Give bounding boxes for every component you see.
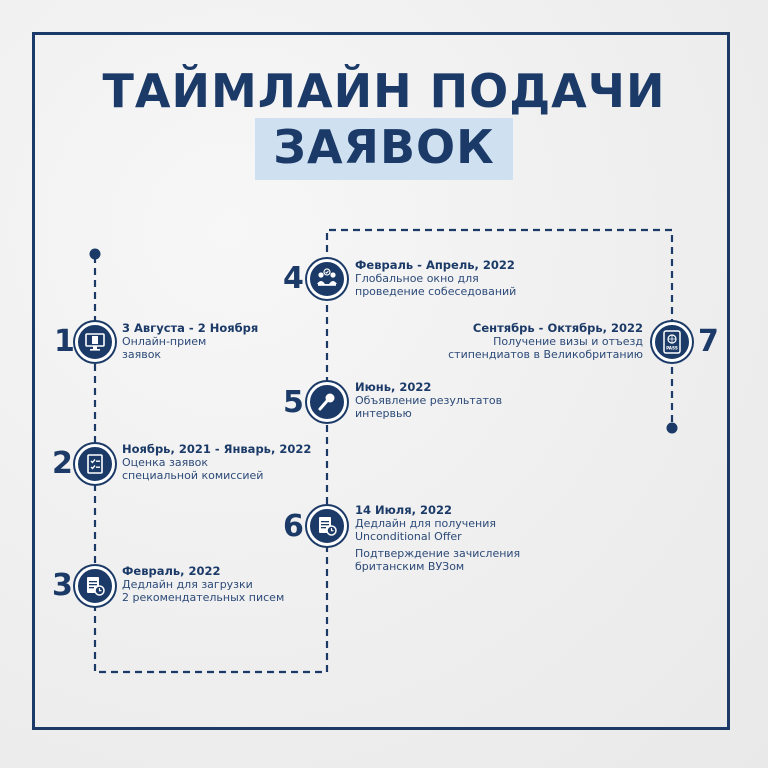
checklist-icon [84, 453, 106, 475]
step-6-number: 6 [283, 509, 304, 544]
microphone-icon [316, 391, 338, 413]
passport-icon [661, 330, 683, 354]
step-4-label [355, 259, 516, 298]
step-4-date: Февраль - Апрель, 2022 [355, 258, 515, 272]
step-4-number: 4 [283, 261, 304, 296]
step-7-desc-line1: Получение визы и отъезд [493, 335, 643, 348]
step-3-label [122, 565, 284, 604]
document-clock-icon [316, 515, 338, 537]
monitor-document-icon [84, 331, 106, 353]
step-2-node [75, 444, 115, 484]
step-7-desc-line2: стипендиатов в Великобританию [448, 348, 643, 361]
step-6-node [307, 506, 347, 546]
document-clock-icon [84, 575, 106, 597]
step-4-desc-line1: Глобальное окно для [355, 272, 479, 285]
step-5-label [355, 381, 502, 420]
step-7-node [652, 322, 692, 362]
page-title-highlight: ЗАЯВОК [255, 118, 512, 180]
step-3-desc-line2: 2 рекомендательных писем [122, 591, 285, 604]
step-2-desc-line1: Оценка заявок [122, 456, 209, 469]
step-4-node [307, 259, 347, 299]
step-2-number: 2 [52, 446, 73, 481]
timeline-end-dot [667, 423, 678, 434]
step-3-date: Февраль, 2022 [122, 564, 221, 578]
step-7-label [410, 322, 643, 361]
step-6-sub-line1: Подтверждение зачисления [355, 547, 521, 560]
interview-meeting-icon [315, 268, 339, 290]
step-1-node [75, 322, 115, 362]
step-5-node [307, 382, 347, 422]
step-3-desc-line1: Дедлайн для загрузки [122, 578, 253, 591]
step-6-desc-line2: Unconditional Offer [355, 530, 462, 543]
step-6-label [355, 504, 520, 573]
step-1-label [122, 322, 258, 361]
step-3-node [75, 566, 115, 606]
step-5-number: 5 [283, 385, 304, 420]
step-7-date: Сентябрь - Октябрь, 2022 [472, 321, 643, 335]
step-7-number: 7 [698, 324, 719, 359]
step-1-desc-line2: заявок [122, 348, 162, 361]
step-2-date: Ноябрь, 2021 - Январь, 2022 [122, 442, 312, 456]
step-5-date: Июнь, 2022 [355, 380, 432, 394]
step-3-number: 3 [52, 568, 73, 603]
step-1-number: 1 [54, 324, 75, 359]
step-6-sub-line2: британским ВУЗом [355, 560, 465, 573]
step-5-desc-line1: Объявление результатов [355, 394, 503, 407]
step-5-desc-line2: интервью [355, 407, 412, 420]
page-title: ТАЙМЛАЙН ПОДАЧИ [102, 64, 666, 118]
step-2-desc-line2: специальной комиссией [122, 469, 264, 482]
timeline-start-dot [90, 249, 101, 260]
step-6-desc-line1: Дедлайн для получения [355, 517, 497, 530]
step-1-date: 3 Августа - 2 Ноября [122, 321, 259, 335]
step-1-desc-line1: Онлайн-прием [122, 335, 207, 348]
step-4-desc-line2: проведение собеседований [355, 285, 517, 298]
step-2-label [122, 443, 311, 482]
passport-icon-text: PASS [666, 345, 678, 351]
step-6-date: 14 Июля, 2022 [355, 503, 452, 517]
